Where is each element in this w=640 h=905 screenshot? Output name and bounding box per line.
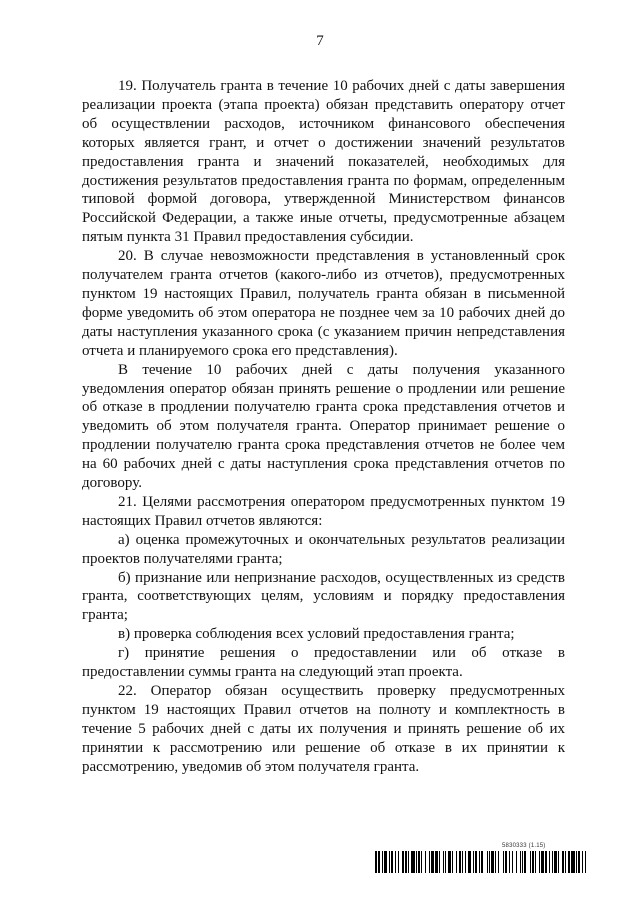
paragraph-21-item-a: а) оценка промежуточных и окончательных результатов реализации проектов получателями гранта; — [82, 531, 565, 567]
page-number: 7 — [316, 33, 324, 49]
document-body — [82, 77, 565, 777]
document-code: 5830333 (1.15) — [502, 843, 546, 849]
paragraph-21-item-b: б) признание или непризнание расходов, осуществленных из средств гранта, соответствующих целям, условиям и порядку предоставления гранта; — [82, 569, 565, 624]
barcode-bar — [586, 851, 587, 873]
barcode — [375, 851, 588, 873]
paragraph-20: 20. В случае невозможности представления в установленный срок получателем гранта отчетов (какого-либо из отчетов), предусмотренных пунктом 19 настоящих Правил, получатель гранта обязан в письменной форме уведомить об этом оператора не позднее чем за 10 рабочих дней до даты наступления указанного срока (с указанием причин непредставления отчета и планируемого срока его представления). — [82, 248, 565, 359]
paragraph-21-item-c: в) проверка соблюдения всех условий предоставления гранта; — [118, 626, 515, 643]
paragraph-21: 21. Целями рассмотрения оператором предусмотренных пунктом 19 настоящих Правил отчетов являются: — [82, 493, 565, 529]
paragraph-21-item-d: г) принятие решения о предоставлении или об отказе в предоставлении суммы гранта на следующий этап проекта. — [82, 645, 565, 681]
paragraph-20-extension: В течение 10 рабочих дней с даты получения указанного уведомления оператор обязан принять решение о продлении или решение об отказе в продлении получателю гранта срока представления отчетов и уведомить об этом получателя гранта. Оператор принимает решение о продлении получателю гранта срока представления отчетов не более чем на 60 рабочих дней с даты наступления срока представления отчетов по договору. — [82, 361, 565, 492]
paragraph-19: 19. Получатель гранта в течение 10 рабочих дней с даты завершения реализации проекта (этапа проекта) обязан представить оператору отчет об осуществлении расходов, источником финансового обеспечения которых является грант, и отчет о достижении значений результатов предоставления гранта и значений показателей, необходимых для достижения результатов предоставления гранта по формам, определенным типовой формой договора, утвержденной Министерством финансов Российской Федерации, а также иные отчеты, предусмотренные абзацем пятым пункта 31 Правил предоставления субсидии. — [82, 78, 565, 246]
paragraph-22: 22. Оператор обязан осуществить проверку предусмотренных пунктом 19 настоящих Правил отчетов на полноту и комплектность в течение 5 рабочих дней с даты их получения и принять решение об их принятии к рассмотрению или решение об отказе в их принятии к рассмотрению, уведомив об этом получателя гранта. — [82, 683, 565, 775]
